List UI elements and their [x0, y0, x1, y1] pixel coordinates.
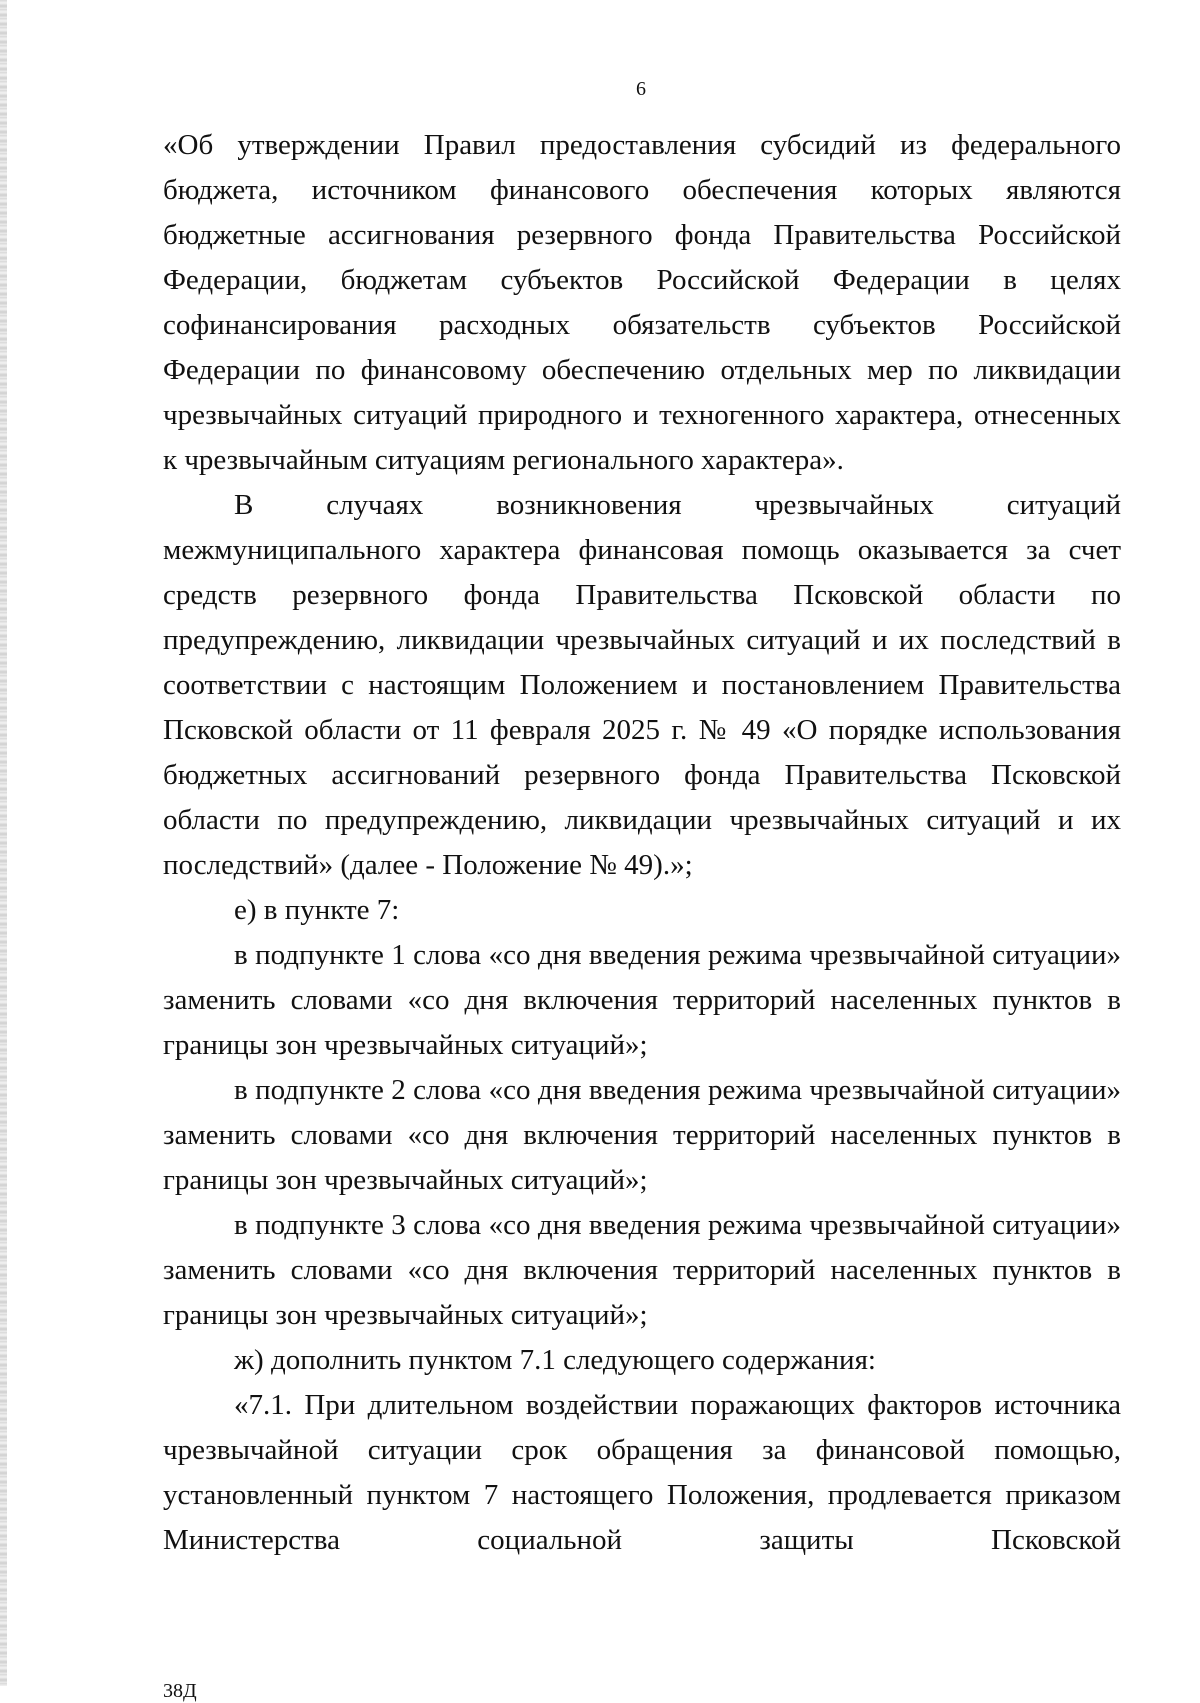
paragraph-quote-end: «Об утверждении Правил предоставления субсидий из федерального бюджета, источником финансового обеспечения которых являются бюджетные ассигнования резервного фонда Правительства Российской Федерации, бюджетам субъектов Российской Федерации в целях софинансирования расходных обязательств субъектов Российской Федерации по финансовому обеспечению отдельных мер по ликвидации чрезвычайных ситуаций природного и техногенного характера, отнесенных к чрезвычайным ситуациям регионального характера». — [163, 129, 1121, 476]
document-body — [163, 123, 1121, 1563]
paragraph-interregional: В случаях возникновения чрезвычайных ситуаций межмуниципального характера финансовая помощь оказывается за счет средств резервного фонда Правительства Псковской области по предупреждению, ликвидации чрезвычайных ситуаций и их последствий в соответствии с настоящим Положением и постановлением Правительства Псковской области от 11 февраля 2025 г. № 49 «О порядке использования бюджетных ассигнований резервного фонда Правительства Псковской области по предупреждению, ликвидации чрезвычайных ситуаций и их последствий» (далее - Положение № 49).»; — [163, 489, 1121, 881]
page-number: 6 — [636, 78, 646, 100]
paragraph-item-e: е) в пункте 7: — [234, 894, 400, 926]
paragraph-item-zh: ж) дополнить пунктом 7.1 следующего содержания: — [234, 1344, 876, 1376]
paragraph-subitem-2: в подпункте 2 слова «со дня введения режима чрезвычайной ситуации» заменить словами «со дня включения территорий населенных пунктов в границы зон чрезвычайных ситуаций»; — [163, 1074, 1121, 1196]
paragraph-subitem-1: в подпункте 1 слова «со дня введения режима чрезвычайной ситуации» заменить словами «со дня включения территорий населенных пунктов в границы зон чрезвычайных ситуаций»; — [163, 939, 1121, 1061]
footer-code: 38Д — [163, 1680, 197, 1702]
paragraph-point-7-1: «7.1. При длительном воздействии поражающих факторов источника чрезвычайной ситуации срок обращения за финансовой помощью, установленный пунктом 7 настоящего Положения, продлевается приказом Министерства социальной защиты Псковской — [163, 1389, 1121, 1556]
scan-edge — [0, 0, 7, 1686]
paragraph-subitem-3: в подпункте 3 слова «со дня введения режима чрезвычайной ситуации» заменить словами «со дня включения территорий населенных пунктов в границы зон чрезвычайных ситуаций»; — [163, 1209, 1121, 1331]
